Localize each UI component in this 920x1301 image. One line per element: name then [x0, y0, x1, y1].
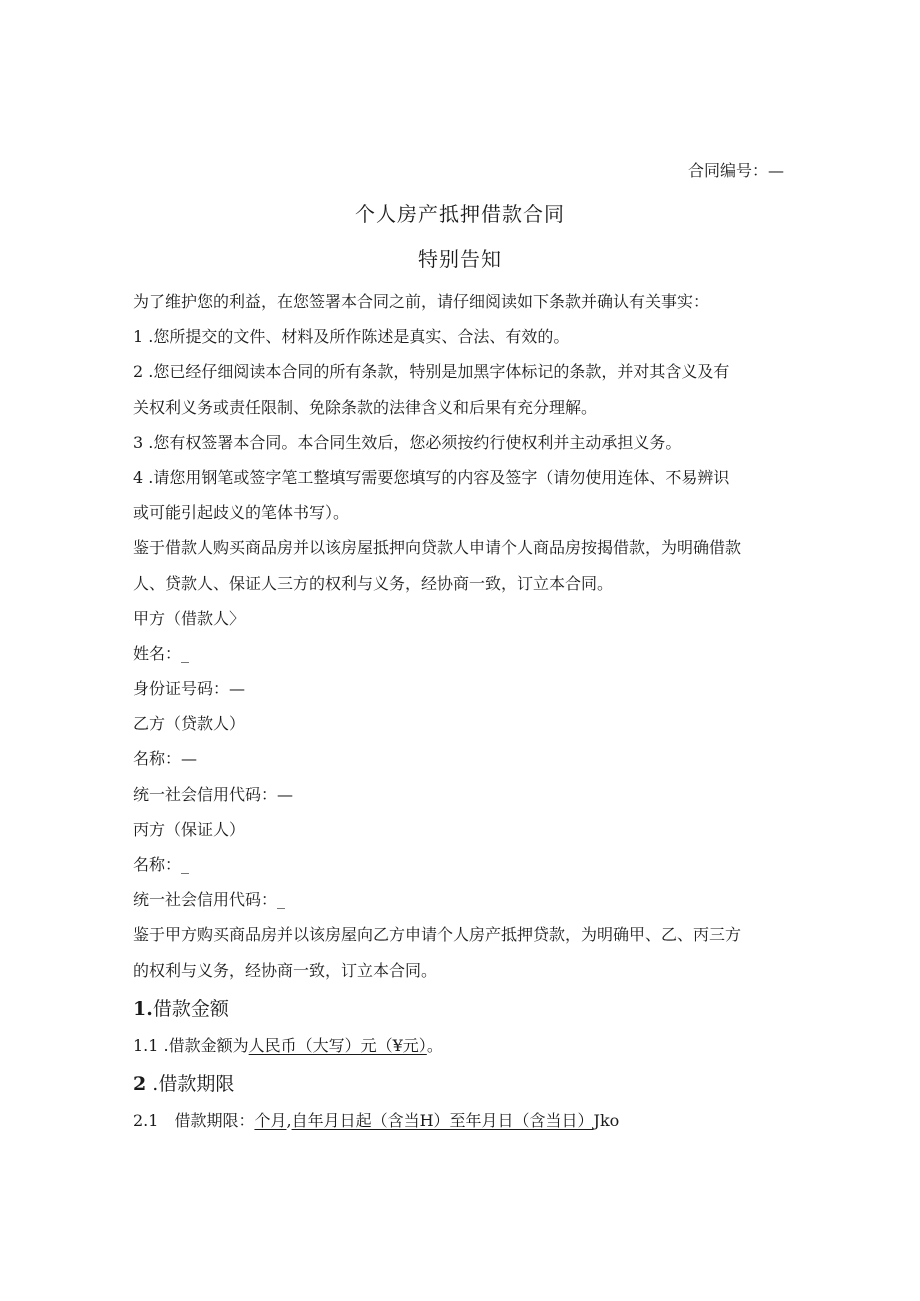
recital-line-1: 鉴于借款人购买商品房并以该房屋抵押向贷款人申请个人商品房按揭借款，为明确借款 [133, 538, 742, 558]
party-b-credit-code: 统一社会信用代码：— [133, 784, 294, 804]
party-a-heading: 甲方（借款人〉 [133, 608, 246, 628]
clause-1-1-amount-field: 人民币（大写）元（¥元） [248, 1035, 427, 1055]
party-c-credit-code: 统一社会信用代码：_ [133, 890, 286, 910]
notice-item-2-line-1: 2 .您已经仔细阅读本合同的所有条款，特别是加黑字体标记的条款，并对其含义及有 [133, 362, 730, 382]
notice-item-1: 1 .您所提交的文件、材料及所作陈述是真实、合法、有效的。 [133, 327, 570, 347]
section-1-title: 借款金额 [152, 997, 229, 1020]
notice-item-3: 3 .您有权签署本合同。本合同生效后，您必须按约行使权利并主动承担义务。 [133, 432, 682, 452]
section-2-number: 2 [133, 1072, 147, 1095]
clause-2-1 [133, 1103, 793, 1138]
recital-line-2: 人、贷款人、保证人三方的权利与义务，经协商一致，订立本合同。 [133, 573, 614, 593]
recital2-line-1: 鉴于甲方购买商品房并以该房屋向乙方申请个人房产抵押贷款，为明确甲、乙、丙三方 [133, 925, 742, 945]
clause-2-1-date-range-field: 自年月日起（含当H）至年月日（含当日） [291, 1110, 594, 1130]
recital2-line-2: 的权利与义务，经协商一致，订立本合同。 [133, 960, 438, 980]
clause-2-1-months-field: 个月 [254, 1110, 287, 1130]
clause-2-1-separator: , [286, 1110, 292, 1130]
special-notice-title: 特别告知 [418, 247, 502, 271]
notice-item-4-line-2: 或可能引起歧义的笔体书写）。 [133, 503, 350, 523]
section-2-title: .借款期限 [146, 1072, 235, 1095]
contract-body [133, 284, 793, 1138]
party-a-name: 姓名：_ [133, 643, 190, 663]
party-a-id-number: 身份证号码：— [133, 679, 246, 699]
section-2-heading [133, 1065, 793, 1103]
party-b-name: 名称：— [133, 749, 198, 769]
document-title: 个人房产抵押借款合同 [355, 202, 565, 226]
clause-1-1-prefix: 1.1 .借款金额为 [133, 1035, 249, 1055]
clause-1-1 [133, 1028, 793, 1063]
party-c-heading: 丙方（保证人） [133, 819, 246, 839]
notice-intro: 为了维护您的利益，在您签署本合同之前，请仔细阅读如下条款并确认有关事实： [133, 292, 710, 311]
section-1-number: 1. [133, 997, 153, 1020]
party-c-name: 名称：_ [133, 855, 190, 874]
notice-item-4-line-1: 4 .请您用钢笔或签字笔工整填写需要您填写的内容及签字（请勿使用连体、不易辨识 [133, 467, 730, 487]
contract-number: 合同编号：— [687, 161, 784, 180]
party-b-heading: 乙方（贷款人） [133, 714, 246, 734]
section-1-heading [133, 990, 793, 1028]
notice-item-2-line-2: 关权利义务或责任限制、免除条款的法律含义和后果有充分理解。 [133, 397, 598, 417]
clause-2-1-suffix: Jko [593, 1110, 620, 1130]
clause-2-1-prefix: 2.1 借款期限： [133, 1110, 255, 1130]
clause-1-1-suffix: 。 [426, 1035, 443, 1055]
